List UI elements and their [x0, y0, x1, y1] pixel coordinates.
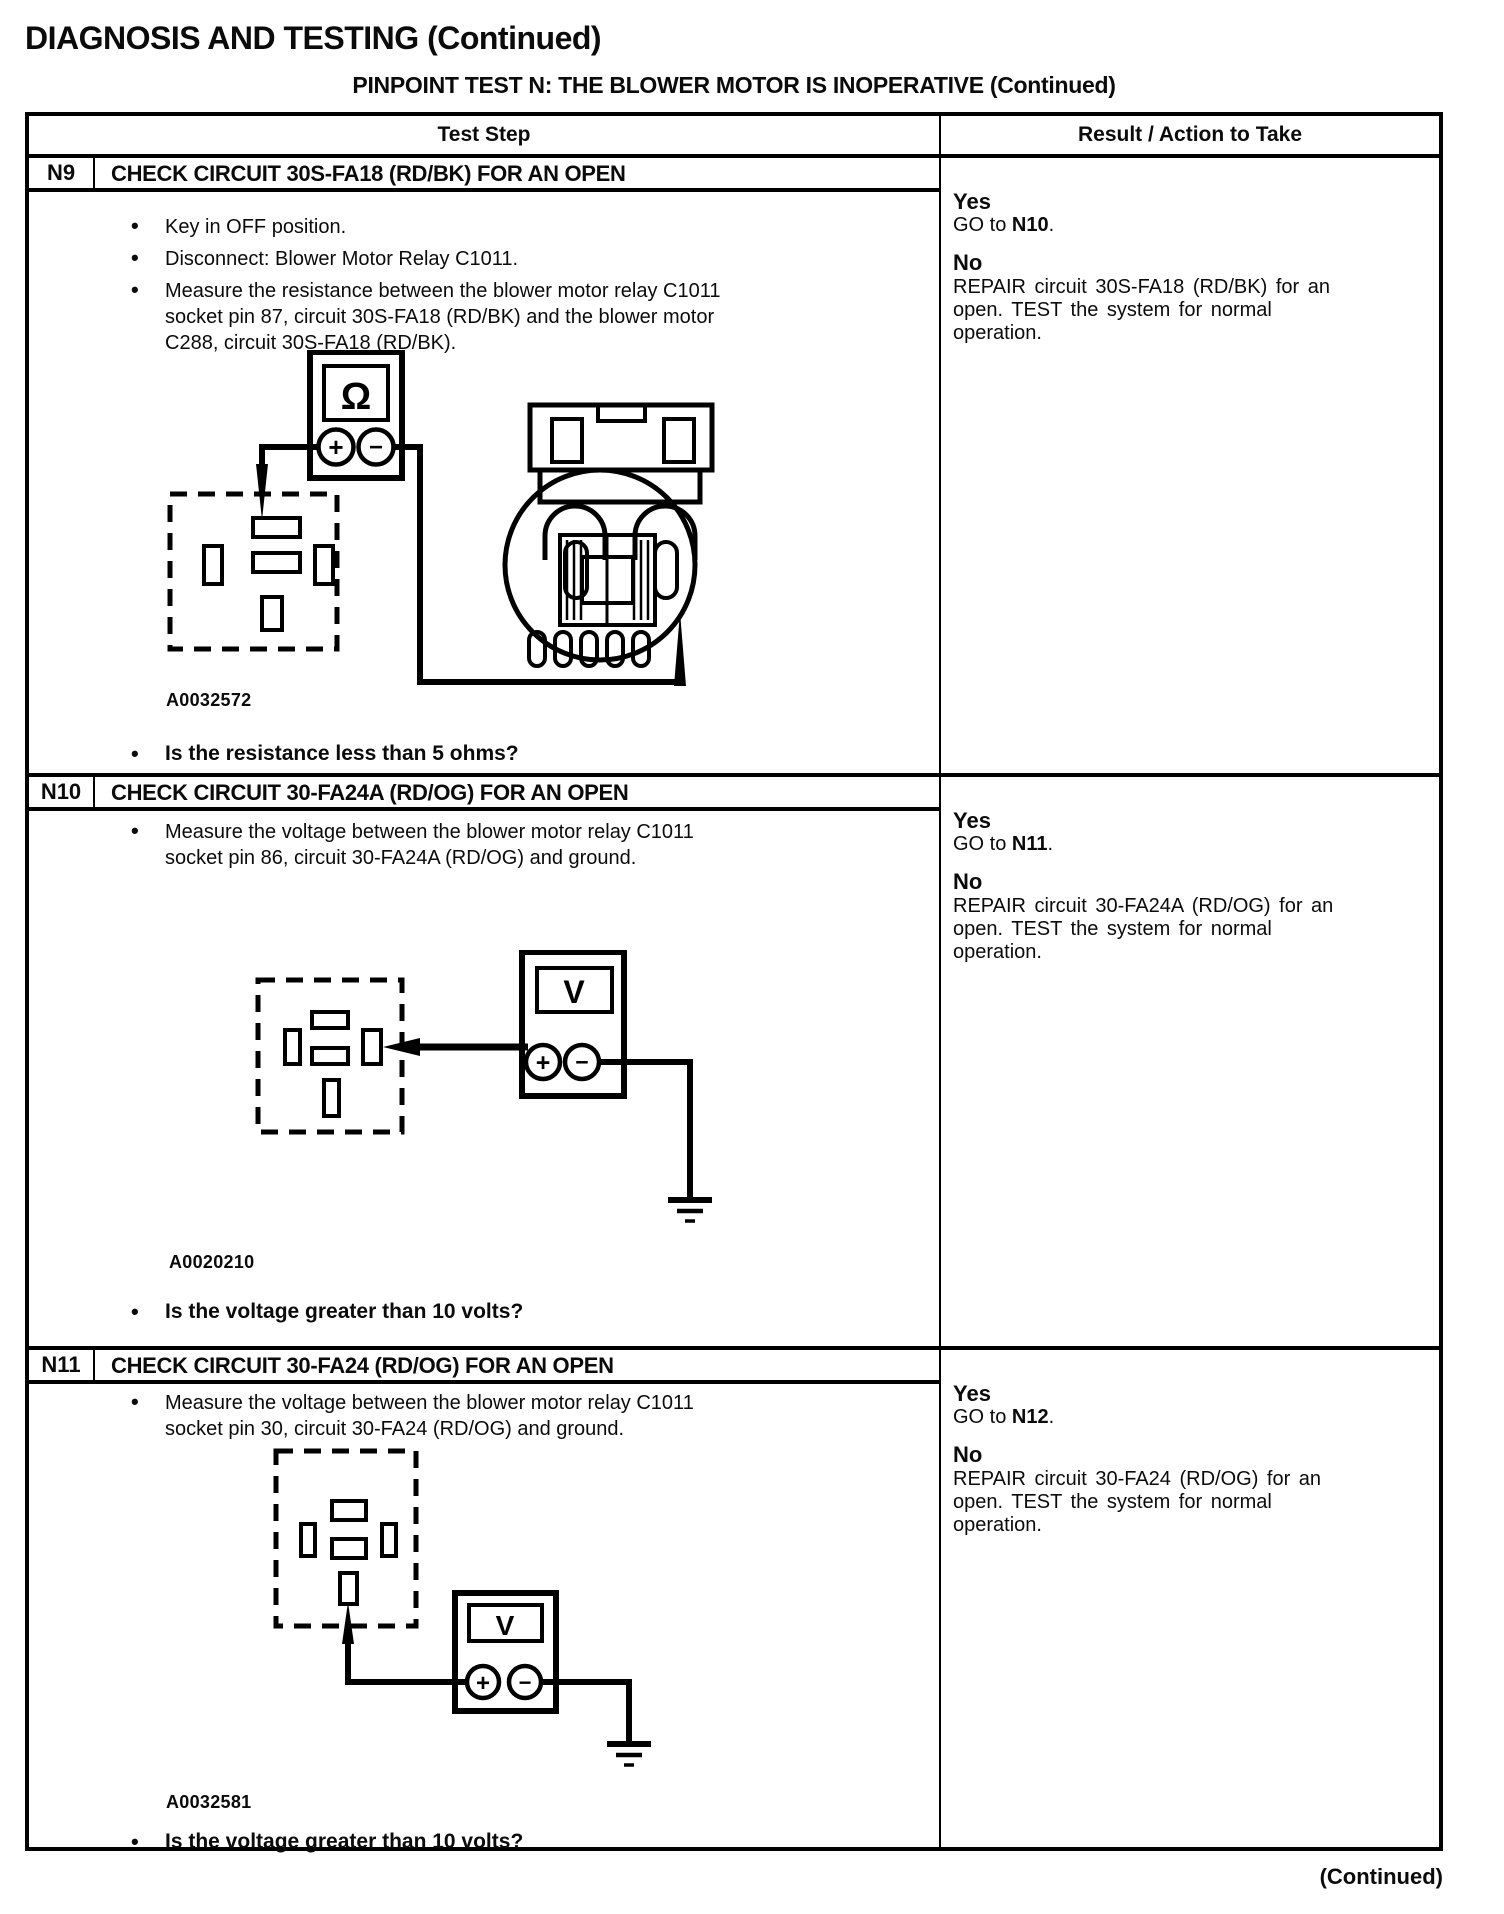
n9-header-band	[29, 158, 939, 192]
ground-lead	[599, 1062, 712, 1221]
n10-result-cell	[941, 777, 1439, 1346]
go-target: N10	[1011, 214, 1049, 236]
n9-question: • Is the resistance less than 5 ohms?	[131, 742, 519, 766]
n10-step-body	[29, 811, 939, 1346]
column-header-test-step: Test Step	[29, 116, 941, 154]
instruction-item: • Disconnect: Blower Motor Relay C1011.	[129, 246, 737, 272]
yes-action: GO to N10.	[953, 214, 1055, 236]
n11-step-body	[29, 1384, 939, 1853]
test-step-section-n9	[29, 158, 1439, 773]
figure-id: A0032581	[166, 1792, 252, 1812]
n9-step-id: N9	[29, 158, 95, 188]
minus-terminal-label: −	[575, 1049, 589, 1075]
no-label: No	[953, 1442, 983, 1467]
probe-icon	[342, 1602, 354, 1644]
ohmmeter-icon	[310, 352, 402, 478]
n10-question: • Is the voltage greater than 10 volts?	[131, 1300, 523, 1324]
n10-header-band	[29, 777, 939, 811]
instruction-item: • Measure the voltage between the blower motor relay C1011 socket pin 30, circuit 30-FA24 (RD/OG) and ground.	[129, 1390, 737, 1442]
n11-voltage-test-diagram	[220, 1446, 780, 1777]
page-title: DIAGNOSIS AND TESTING (Continued)	[25, 20, 602, 56]
pinpoint-test-subtitle: PINPOINT TEST N: THE BLOWER MOTOR IS INOPERATIVE (Continued)	[352, 72, 1116, 98]
pinpoint-test-table	[25, 112, 1443, 1851]
test-lead-positive	[342, 1602, 469, 1682]
n10-instruction-list	[129, 819, 769, 877]
relay-socket-icon	[170, 494, 337, 649]
n9-step-title: CHECK CIRCUIT 30S-FA18 (RD/BK) FOR AN OPEN	[111, 161, 626, 186]
no-action: REPAIR circuit 30S-FA18 (RD/BK) for an open. TEST the system for normal operation.	[953, 276, 1330, 344]
column-header-result: Result / Action to Take	[1077, 123, 1303, 146]
ground-symbol-icon	[668, 1200, 712, 1221]
minus-terminal-label: −	[518, 1670, 532, 1695]
voltmeter-icon	[522, 952, 624, 1096]
relay-socket-icon	[276, 1451, 416, 1626]
n9-result-cell	[941, 158, 1439, 773]
figure-id: A0032572	[166, 690, 252, 710]
yes-action: GO to N12.	[953, 1406, 1055, 1428]
figure-id: A0020210	[169, 1252, 255, 1272]
test-step-section-n10	[29, 773, 1439, 1346]
continued-note: (Continued)	[1319, 1864, 1443, 1889]
n11-question: • Is the voltage greater than 10 volts?	[131, 1830, 523, 1854]
relay-socket-icon	[258, 980, 402, 1132]
yes-action: GO to N11.	[953, 833, 1054, 855]
instruction-item: • Measure the resistance between the blower motor relay C1011 socket pin 87, circuit 30S-FA18 (RD/BK) and the blower motor C288, circuit 30S-FA18 (RD/BK).	[129, 278, 737, 356]
n11-test-step-cell	[29, 1350, 941, 1853]
n11-result-cell	[941, 1350, 1439, 1847]
n9-test-step-cell	[29, 158, 941, 773]
n9-step-body	[29, 192, 939, 773]
yes-label: Yes	[953, 189, 991, 214]
plus-terminal-label: +	[475, 1670, 491, 1697]
yes-label: Yes	[953, 808, 991, 833]
minus-terminal-label: −	[368, 434, 384, 461]
ohm-symbol: Ω	[340, 376, 372, 418]
n11-step-title: CHECK CIRCUIT 30-FA24 (RD/OG) FOR AN OPEN	[111, 1353, 614, 1378]
go-target: N12	[1011, 1406, 1049, 1428]
n11-instruction-list	[129, 1390, 769, 1448]
n11-step-id: N11	[29, 1350, 95, 1380]
n10-voltage-test-diagram	[150, 950, 770, 1281]
table-header-row	[29, 116, 1439, 158]
n10-step-title: CHECK CIRCUIT 30-FA24A (RD/OG) FOR AN OPEN	[111, 780, 629, 805]
ground-symbol-icon	[607, 1744, 651, 1765]
volt-symbol: V	[495, 1610, 515, 1641]
n10-test-step-cell	[29, 777, 941, 1346]
volt-symbol: V	[563, 974, 585, 1010]
voltmeter-icon	[455, 1593, 556, 1711]
yes-label: Yes	[953, 1381, 991, 1406]
n9-instruction-list	[129, 214, 769, 362]
go-target: N11	[1011, 833, 1048, 855]
instruction-item: • Key in OFF position.	[129, 214, 737, 240]
n10-step-id: N10	[29, 777, 95, 807]
no-label: No	[953, 250, 983, 275]
no-action: REPAIR circuit 30-FA24 (RD/OG) for an open. TEST the system for normal operation.	[953, 1468, 1322, 1536]
plus-terminal-label: +	[535, 1049, 551, 1077]
test-step-section-n11	[29, 1346, 1439, 1853]
n11-header-band	[29, 1350, 939, 1384]
instruction-item: • Measure the voltage between the blower motor relay C1011 socket pin 86, circuit 30-FA24A (RD/OG) and ground.	[129, 819, 737, 871]
no-label: No	[953, 869, 983, 894]
plus-terminal-label: +	[328, 432, 344, 462]
test-lead-positive	[383, 1038, 528, 1056]
no-action: REPAIR circuit 30-FA24A (RD/OG) for an open. TEST the system for normal operation.	[953, 895, 1334, 963]
